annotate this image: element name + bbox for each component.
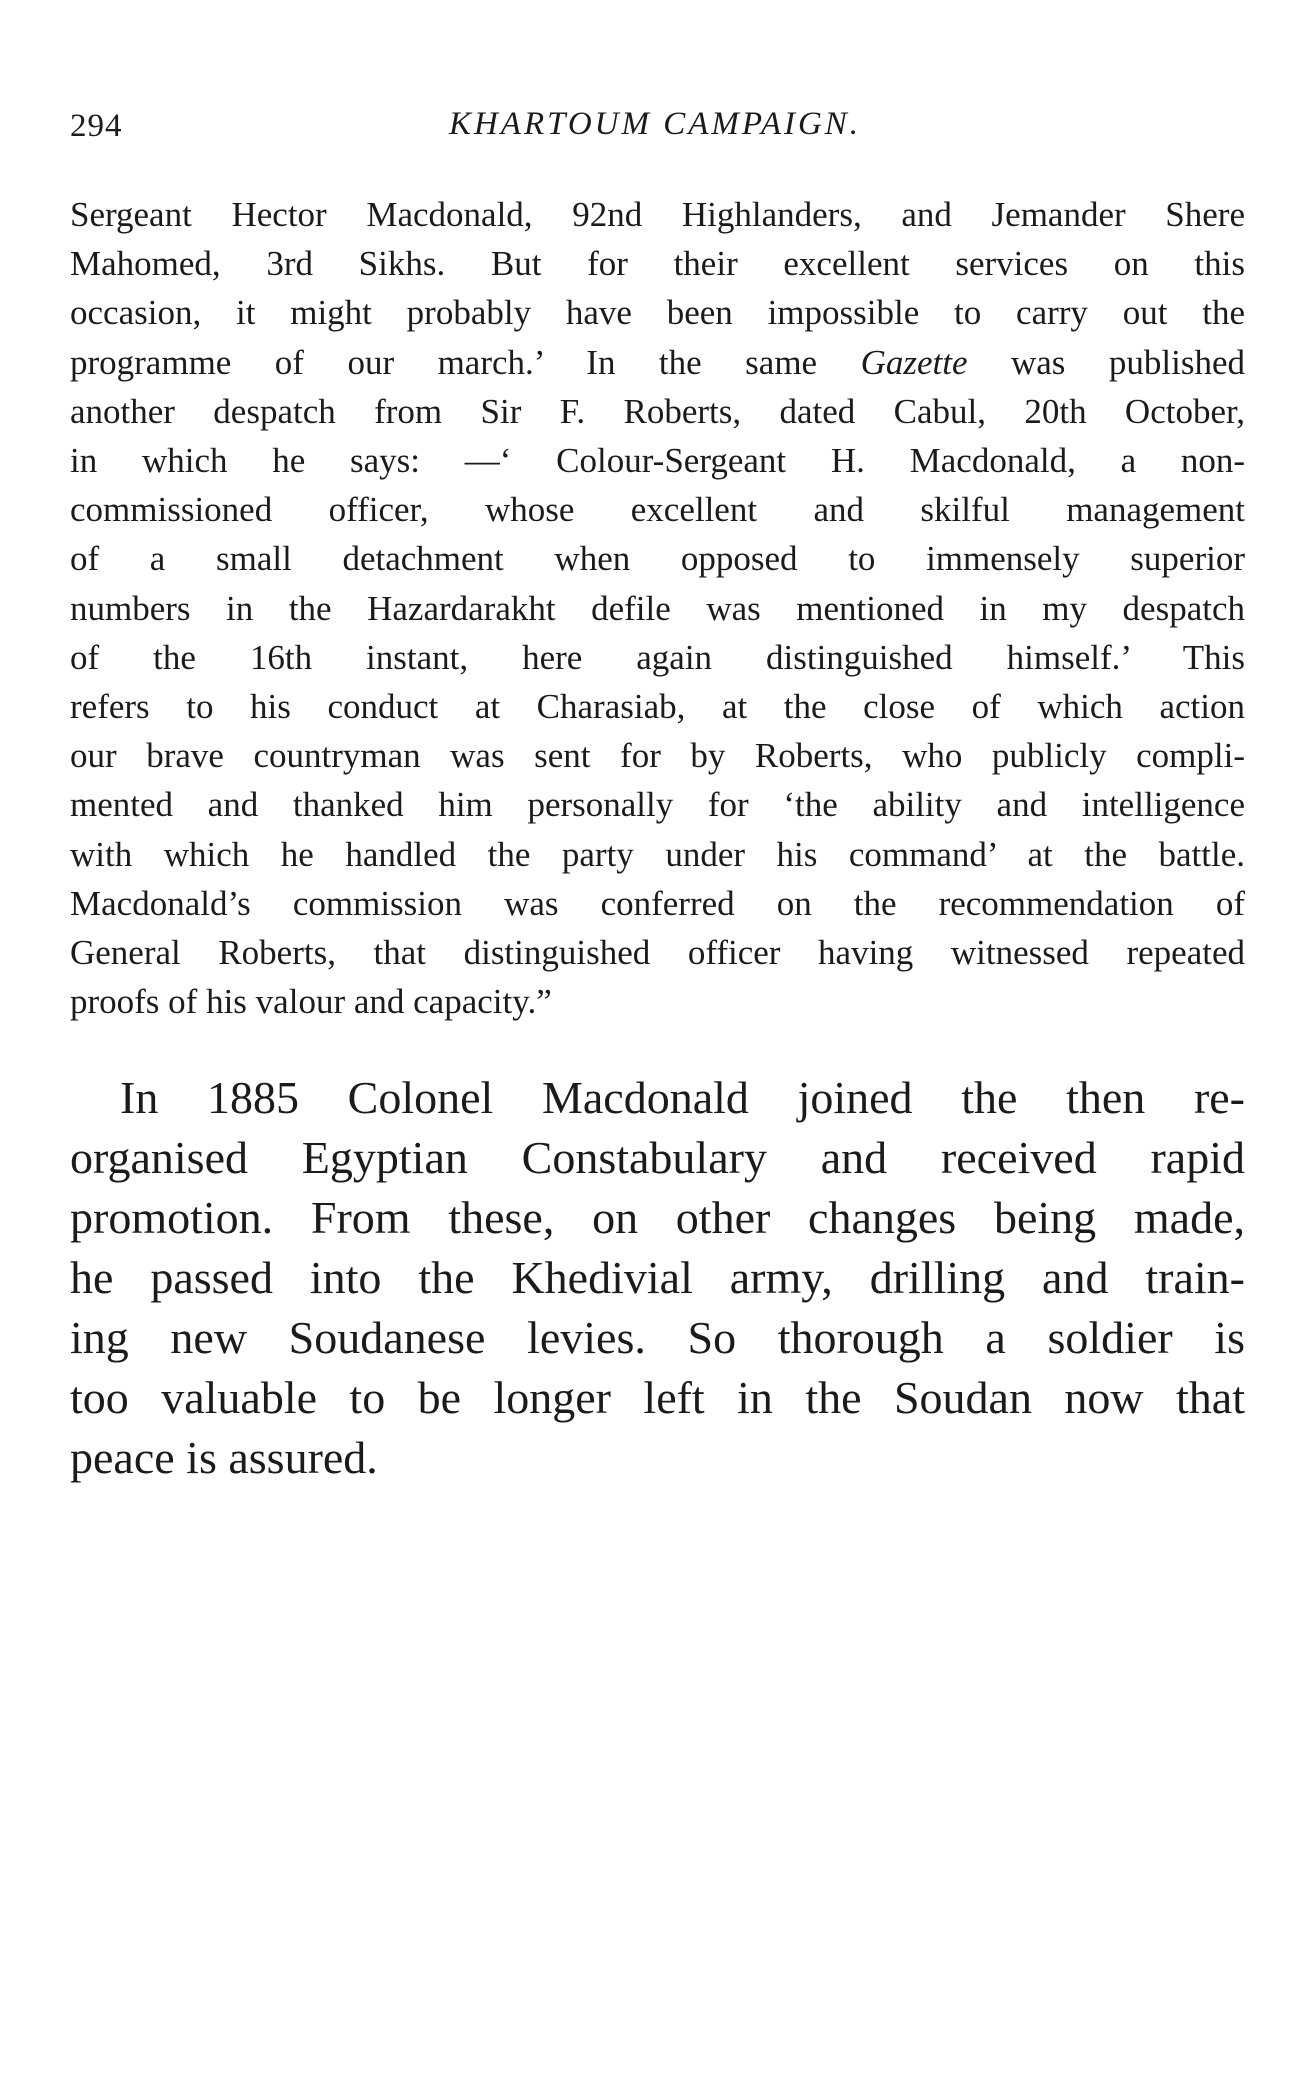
text-line: of a small detachment when opposed to immensely superior	[70, 539, 1245, 579]
running-title: KHARTOUM CAMPAIGN.	[448, 106, 862, 142]
text-line: occasion, it might probably have been impossible to carry out the	[70, 293, 1245, 333]
text-line: with which he handled the party under his command’ at the battle.	[70, 834, 1245, 874]
text-line: Mahomed, 3rd Sikhs. But for their excellent services on this	[70, 244, 1245, 284]
text-line: he passed into the Khedivial army, drilling and train-	[70, 1252, 1245, 1303]
text-line: In 1885 Colonel Macdonald joined the then re-	[120, 1072, 1245, 1123]
text-line: of the 16th instant, here again distinguished himself.’ This	[70, 637, 1245, 677]
text-line: ing new Soudanese levies. So thorough a soldier is	[70, 1312, 1245, 1363]
text-line: another despatch from Sir F. Roberts, dated Cabul, 20th October,	[70, 391, 1245, 431]
gazette-title: Gazette	[860, 342, 968, 382]
text-line: commissioned officer, whose excellent and skilful management	[70, 490, 1245, 530]
page-number: 294	[70, 108, 123, 144]
text-line: peace is assured.	[70, 1432, 378, 1483]
text-line: Sergeant Hector Macdonald, 92nd Highlanders, and Jemander Shere	[70, 195, 1245, 234]
text-fragment: programme of our march.’ In the same	[70, 342, 818, 382]
text-line: Macdonald’s commission was conferred on the recommendation of	[70, 883, 1245, 923]
text-line: too valuable to be longer left in the Soudan now that	[70, 1372, 1245, 1423]
text-line-gazette	[70, 338, 1245, 387]
main-paragraph	[70, 1068, 1245, 1488]
text-line: mented and thanked him personally for ‘the ability and intelligence	[70, 785, 1245, 825]
text-fragment: was published	[967, 342, 1245, 382]
text-line: proofs of his valour and capacity.”	[70, 982, 552, 1022]
text-line: our brave countryman was sent for by Roberts, who publicly compli-	[70, 736, 1245, 776]
text-line: refers to his conduct at Charasiab, at the close of which action	[70, 687, 1245, 727]
text-line: organised Egyptian Constabulary and received rapid	[70, 1132, 1245, 1183]
text-line: promotion. From these, on other changes being made,	[70, 1192, 1245, 1243]
quoted-despatch-paragraph	[70, 190, 1245, 1026]
text-line: General Roberts, that distinguished officer having witnessed repeated	[70, 933, 1245, 973]
text-line: in which he says: —‘ Colour-Sergeant H. Macdonald, a non-	[70, 441, 1245, 481]
text-line: numbers in the Hazardarakht defile was mentioned in my despatch	[70, 588, 1245, 628]
page-header	[70, 100, 1240, 150]
